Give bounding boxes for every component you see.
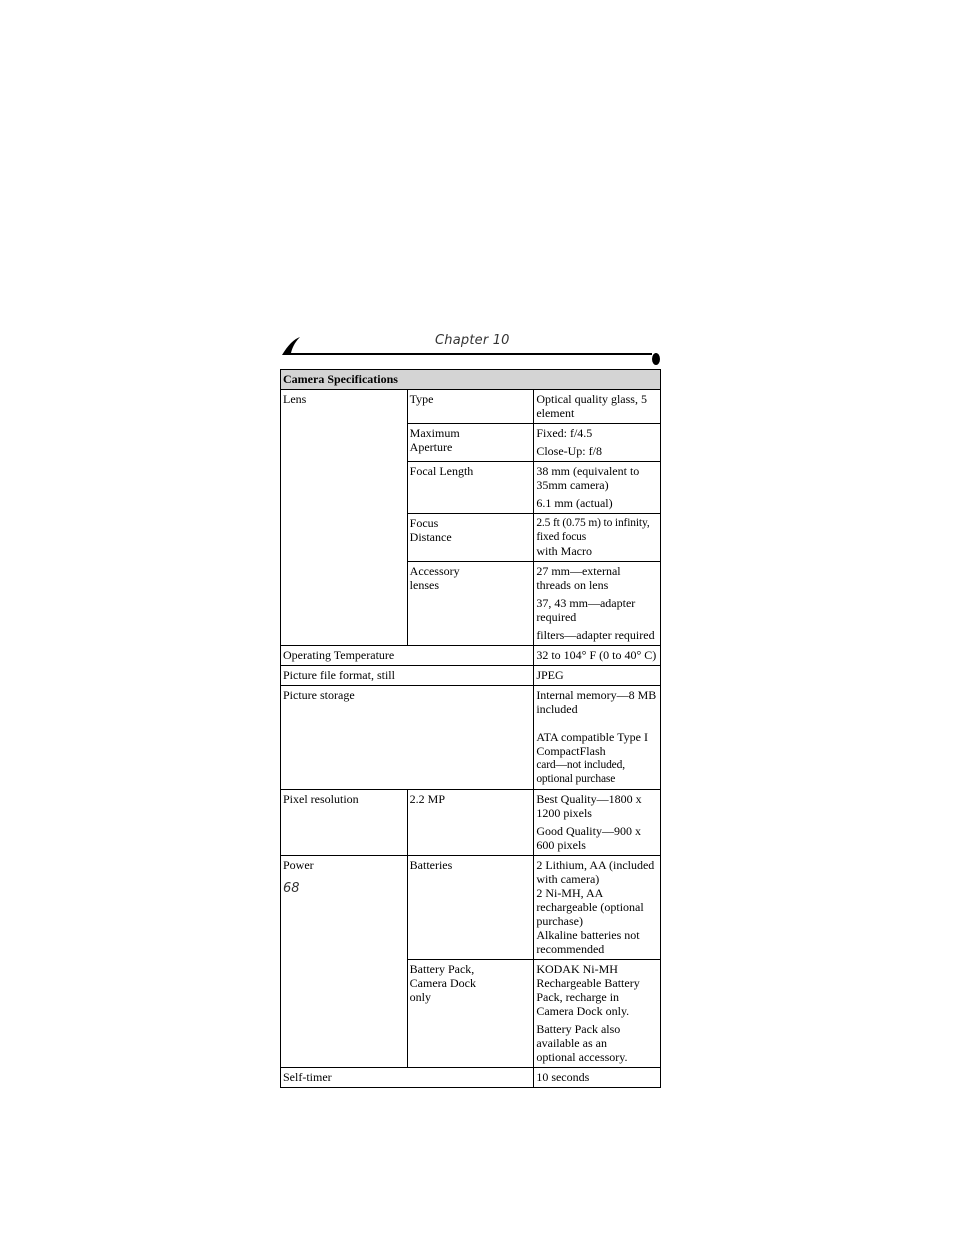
batteries-value <box>534 856 661 960</box>
chapter-title: Chapter 10 <box>435 333 510 348</box>
table-row <box>281 646 661 666</box>
chapter-header <box>280 333 662 369</box>
batteries-value-line: Alkaline batteries not recommended <box>536 928 640 956</box>
picture-storage-value <box>534 686 661 790</box>
resolution-value-line: Good Quality—900 x 600 pixels <box>536 824 641 852</box>
focus-label-line: Focus <box>409 516 439 530</box>
battery-pack-label-line: Battery Pack, <box>409 962 475 976</box>
batteries-value-line: 2 Ni-MH, AA rechargeable (optional <box>536 886 644 914</box>
batteries-label: Batteries <box>407 856 534 960</box>
table-title: Camera Specifications <box>281 370 661 390</box>
pixel-resolution-sub: 2.2 MP <box>407 790 534 856</box>
pixel-resolution-value <box>534 790 661 856</box>
focus-value-line: 2.5 ft (0.75 m) to infinity, fixed focus <box>536 517 650 543</box>
power-label: Power <box>281 856 408 1068</box>
battery-pack-label-line: Camera Dock <box>409 976 476 990</box>
table-row <box>281 856 661 960</box>
batteries-value-line: purchase) <box>536 914 583 928</box>
battery-pack-value-line: KODAK Ni-MH Rechargeable Battery <box>536 962 640 990</box>
battery-pack-value-line: Battery Pack also available as an <box>536 1022 621 1050</box>
battery-pack-label <box>407 960 534 1068</box>
operating-temp-value: 32 to 104° F (0 to 40° C) <box>534 646 661 666</box>
picture-storage-label: Picture storage <box>281 686 534 790</box>
table-header-row <box>281 370 661 390</box>
aperture-value-line: Close-Up: f/8 <box>536 444 602 458</box>
aperture-label-line: Maximum <box>409 426 460 440</box>
batteries-value-line: 2 Lithium, AA (included with camera) <box>536 858 655 886</box>
accessory-value-line: 37, 43 mm—adapter required <box>536 596 636 624</box>
self-timer-label: Self-timer <box>281 1068 534 1088</box>
aperture-value-line: Fixed: f/4.5 <box>536 426 593 440</box>
storage-value-line: ATA compatible Type I CompactFlash <box>536 730 648 758</box>
accessory-label-line: Accessory <box>409 564 460 578</box>
lens-type-value: Optical quality glass, 5 element <box>534 390 661 424</box>
aperture-label-line: Aperture <box>409 440 453 454</box>
file-format-value: JPEG <box>534 666 661 686</box>
lens-type-label: Type <box>407 390 534 424</box>
accessory-value-line: filters—adapter required <box>536 628 655 642</box>
table-row <box>281 686 661 790</box>
accessory-value-line: 27 mm—external threads on lens <box>536 564 621 592</box>
table-row <box>281 666 661 686</box>
focus-distance-value <box>534 514 661 562</box>
pixel-resolution-label: Pixel resolution <box>281 790 408 856</box>
page-number: 68 <box>283 881 300 896</box>
focus-label-line: Distance <box>409 530 452 544</box>
resolution-value-line: Best Quality—1800 x 1200 pixels <box>536 792 642 820</box>
table-row <box>281 390 661 424</box>
focal-length-line: 38 mm (equivalent to 35mm camera) <box>536 464 640 492</box>
aperture-value <box>534 424 661 462</box>
focal-length-label: Focal Length <box>407 462 534 514</box>
battery-pack-value-line: Pack, recharge in Camera Dock only. <box>536 990 630 1018</box>
battery-pack-value <box>534 960 661 1068</box>
file-format-label: Picture file format, still <box>281 666 534 686</box>
accessory-lenses-value <box>534 562 661 646</box>
self-timer-value: 10 seconds <box>534 1068 661 1088</box>
accessory-lenses-label <box>407 562 534 646</box>
lens-label: Lens <box>281 390 408 646</box>
focus-distance-label <box>407 514 534 562</box>
operating-temp-label: Operating Temperature <box>281 646 534 666</box>
storage-value-line: card—not included, optional purchase <box>536 759 625 785</box>
aperture-label <box>407 424 534 462</box>
camera-specifications-table <box>280 369 661 1088</box>
battery-pack-label-line: only <box>409 990 431 1004</box>
focal-length-line: 6.1 mm (actual) <box>536 496 613 510</box>
table-row <box>281 790 661 856</box>
table-row <box>281 1068 661 1088</box>
focus-value-line: with Macro <box>536 544 592 558</box>
battery-pack-value-line: optional accessory. <box>536 1050 628 1064</box>
accessory-label-line: lenses <box>409 578 439 592</box>
focal-length-value <box>534 462 661 514</box>
storage-value-line: Internal memory—8 MB included <box>536 688 657 716</box>
